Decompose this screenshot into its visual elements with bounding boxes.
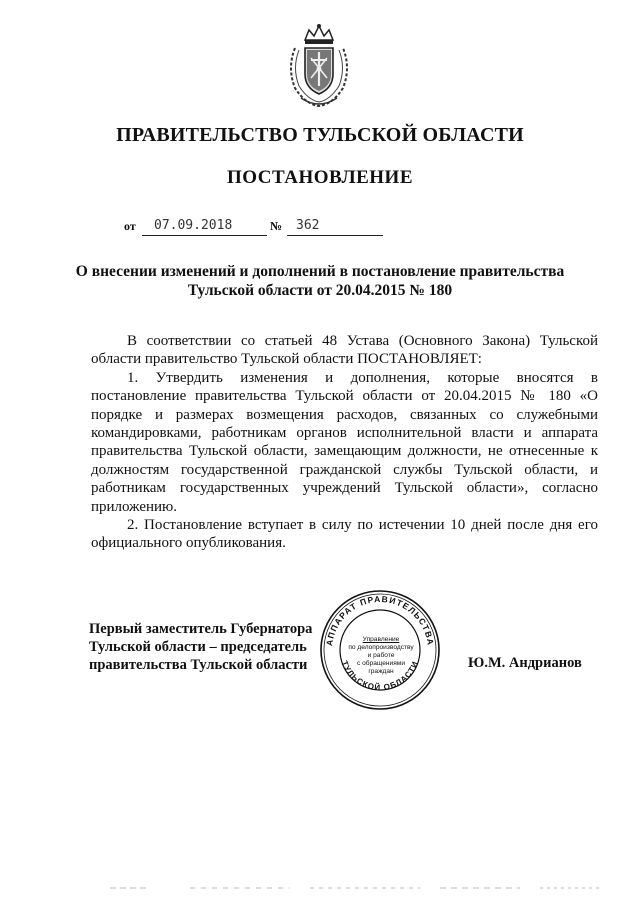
signer-name: Ю.М. Андрианов (468, 655, 582, 671)
number-value: 362 (296, 218, 320, 233)
scan-noise-line (0, 884, 640, 892)
subject-line-1: О внесении изменений и дополнений в постановление правительства (75, 263, 565, 280)
stamp-ring-top-text: АППАРАТ ПРАВИТЕЛЬСТВА (324, 593, 436, 647)
stamp-line-5: граждан (368, 668, 394, 675)
stamp-line-4: с обращениями (356, 660, 406, 667)
signer-title-line-2: Тульской области – председатель (89, 639, 307, 655)
subject-line-2: Тульской области от 20.04.2015 № 180 (187, 282, 453, 299)
document-subject (60, 262, 580, 300)
document-type-title: ПОСТАНОВЛЕНИЕ (226, 167, 414, 188)
stamp-line-3: и работе (367, 652, 395, 659)
signer-title-line-3: правительства Тульской области (89, 657, 308, 673)
date-value: 07.09.2018 (154, 218, 233, 233)
signature-block (89, 620, 349, 674)
document-body (91, 332, 598, 553)
preamble-paragraph: В соответствии со статьей 48 Устава (Основного Закона) Тульской области правительство Тульской области ПОСТАНОВЛЯЕТ: (91, 333, 598, 368)
stamp-line-1: Управление (362, 636, 400, 643)
item-1-paragraph: 1. Утвердить изменения и дополнения, которые вносятся в постановление правительства Тульской области от 20.04.2015 № 180 «О порядке и размерах возмещения расходов, связанных со служебными командировками, работникам органов исполнительной власти и аппарата правительства Тульской области, замещающим должности, не отнесенные к должностям государственной гражданской службы Тульской области, и работникам государственных учреждений Тульской области», согласно приложению. (91, 369, 598, 515)
date-underline (142, 235, 267, 236)
number-label: № (270, 219, 283, 233)
date-number-line (124, 216, 424, 236)
stamp-ring-bottom-text: ТУЛЬСКОЙ ОБЛАСТИ (339, 659, 421, 693)
government-title: ПРАВИТЕЛЬСТВО ТУЛЬСКОЙ ОБЛАСТИ (116, 124, 524, 146)
stamp-line-2: по делопроизводству (348, 644, 414, 651)
signer-title-line-1: Первый заместитель Губернатора (89, 621, 313, 637)
date-label: от (124, 219, 136, 233)
number-underline (287, 235, 383, 236)
item-2-paragraph: 2. Постановление вступает в силу по истечении 10 дней после дня его официального опубликования. (91, 517, 598, 552)
stamp-center-text (348, 636, 414, 676)
tula-coat-of-arms-emblem (283, 22, 355, 108)
